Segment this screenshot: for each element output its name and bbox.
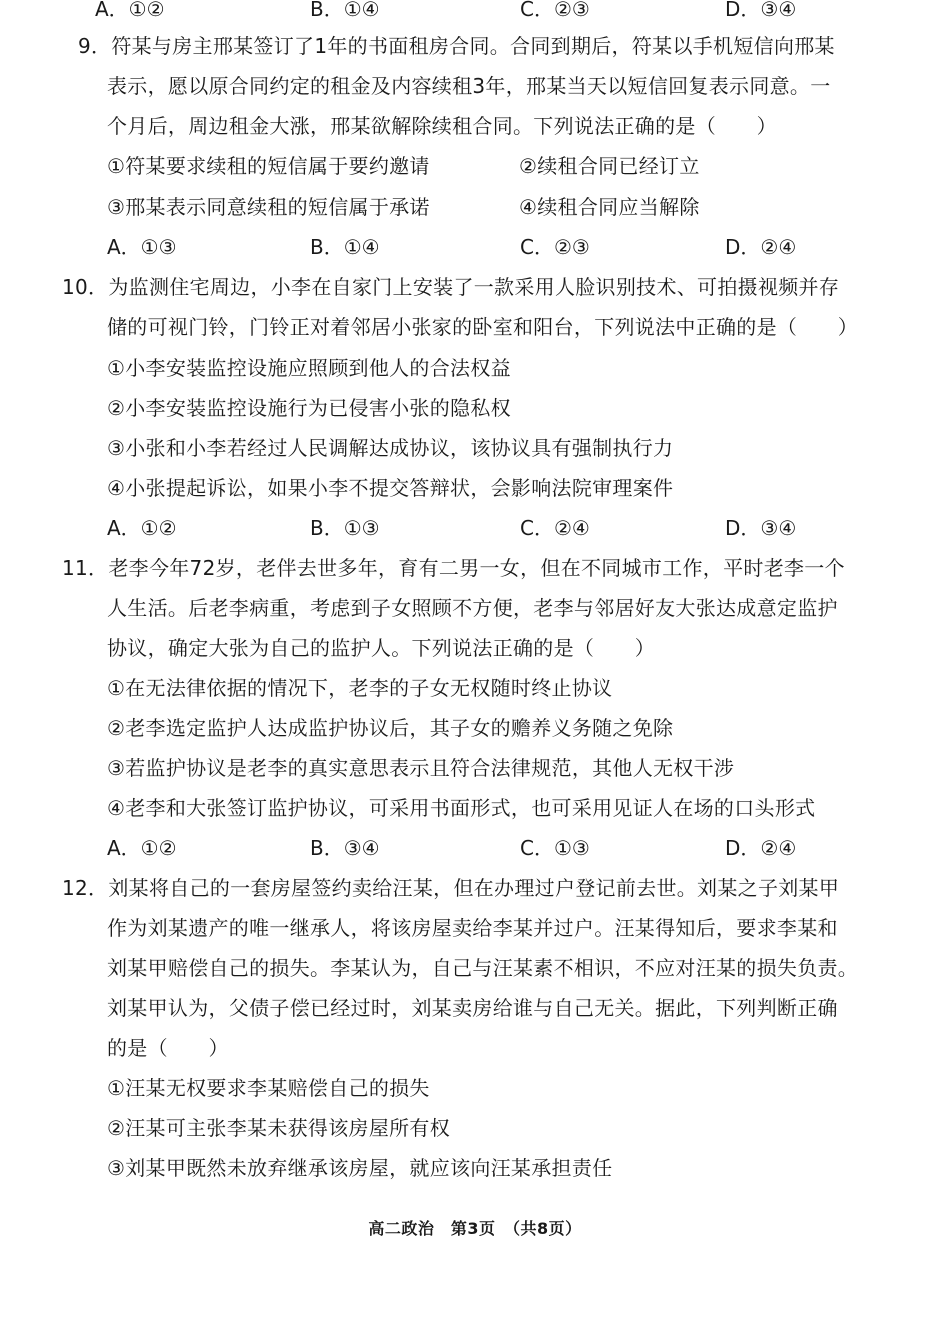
option-d: D．②④ bbox=[725, 836, 797, 860]
question-text-line: 协议，确定大张为自己的监护人。下列说法正确的是（ ） bbox=[107, 636, 656, 660]
question-text-line: 12．刘某将自己的一套房屋签约卖给汪某，但在办理过户登记前去世。刘某之子刘某甲 bbox=[62, 876, 840, 900]
option-c: C．②③ bbox=[520, 235, 590, 259]
option-b: B．①④ bbox=[310, 0, 380, 21]
answer-options bbox=[0, 515, 950, 541]
statement-3: ③小张和小李若经过人民调解达成协议，该协议具有强制执行力 bbox=[107, 436, 674, 460]
statement-3: ③邢某表示同意续租的短信属于承诺 bbox=[107, 195, 430, 219]
answer-options bbox=[0, 234, 950, 260]
option-a: A．①③ bbox=[107, 235, 177, 259]
statement-1: ①小李安装监控设施应照顾到他人的合法权益 bbox=[107, 356, 511, 380]
option-b: B．③④ bbox=[310, 836, 380, 860]
question-text-line: 个月后，周边租金大涨，邢某欲解除续租合同。下列说法正确的是（ ） bbox=[107, 114, 777, 138]
statement-1: ①符某要求续租的短信属于要约邀请 bbox=[107, 154, 430, 178]
statement-2: ②续租合同已经订立 bbox=[519, 154, 700, 178]
question-text-line: 的是（ ） bbox=[107, 1036, 229, 1060]
question-text-line: 表示，愿以原合同约定的租金及内容续租3年，邢某当天以短信回复表示同意。一 bbox=[107, 74, 831, 98]
question-text-line: 刘某甲认为，父债子偿已经过时，刘某卖房给谁与自己无关。据此，下列判断正确 bbox=[107, 996, 838, 1020]
question-text-line: 人生活。后老李病重，考虑到子女照顾不方便，老李与邻居好友大张达成意定监护 bbox=[107, 596, 838, 620]
option-b: B．①④ bbox=[310, 235, 380, 259]
statement-4: ④老李和大张签订监护协议，可采用书面形式，也可采用见证人在场的口头形式 bbox=[107, 796, 816, 820]
question-text-line: 9．符某与房主邢某签订了1年的书面租房合同。合同到期后，符某以手机短信向邢某 bbox=[78, 34, 835, 58]
statement-2: ②小李安装监控设施行为已侵害小张的隐私权 bbox=[107, 396, 511, 420]
prev-question-options bbox=[0, 0, 950, 22]
option-b: B．①③ bbox=[310, 516, 380, 540]
page-footer: 高二政治 第3页 （共8页） bbox=[368, 1219, 582, 1238]
statement-4: ④续租合同应当解除 bbox=[519, 195, 700, 219]
option-c: C．②③ bbox=[520, 0, 590, 21]
option-a: A．①② bbox=[107, 516, 177, 540]
statement-3: ③若监护协议是老李的真实意思表示且符合法律规范，其他人无权干涉 bbox=[107, 756, 735, 780]
question-text-line: 刘某甲赔偿自己的损失。李某认为，自己与汪某素不相识，不应对汪某的损失负责。 bbox=[107, 956, 859, 980]
statement-3: ③刘某甲既然未放弃继承该房屋，就应该向汪某承担责任 bbox=[107, 1156, 613, 1180]
option-d: D．③④ bbox=[725, 516, 797, 540]
option-c: C．①③ bbox=[520, 836, 590, 860]
option-d: D．②④ bbox=[725, 235, 797, 259]
option-a: A．①② bbox=[107, 836, 177, 860]
answer-options bbox=[0, 835, 950, 861]
option-a: A．①② bbox=[95, 0, 165, 21]
statement-2: ②汪某可主张李某未获得该房屋所有权 bbox=[107, 1116, 451, 1140]
question-text-line: 作为刘某遗产的唯一继承人，将该房屋卖给李某并过户。汪某得知后，要求李某和 bbox=[107, 916, 838, 940]
question-text-line: 10．为监测住宅周边，小李在自家门上安装了一款采用人脸识别技术、可拍摄视频并存 bbox=[62, 275, 840, 299]
option-d: D．③④ bbox=[725, 0, 797, 21]
question-text-line: 11．老李今年72岁，老伴去世多年，育有二男一女，但在不同城市工作，平时老李一个 bbox=[62, 556, 845, 580]
statement-1: ①在无法律依据的情况下，老李的子女无权随时终止协议 bbox=[107, 676, 613, 700]
question-text-line: 储的可视门铃，门铃正对着邻居小张家的卧室和阳台，下列说法中正确的是（ ） bbox=[107, 315, 859, 339]
statement-2: ②老李选定监护人达成监护协议后，其子女的赡养义务随之免除 bbox=[107, 716, 674, 740]
statement-4: ④小张提起诉讼，如果小李不提交答辩状，会影响法院审理案件 bbox=[107, 476, 674, 500]
statement-1: ①汪某无权要求李某赔偿自己的损失 bbox=[107, 1076, 430, 1100]
option-c: C．②④ bbox=[520, 516, 590, 540]
